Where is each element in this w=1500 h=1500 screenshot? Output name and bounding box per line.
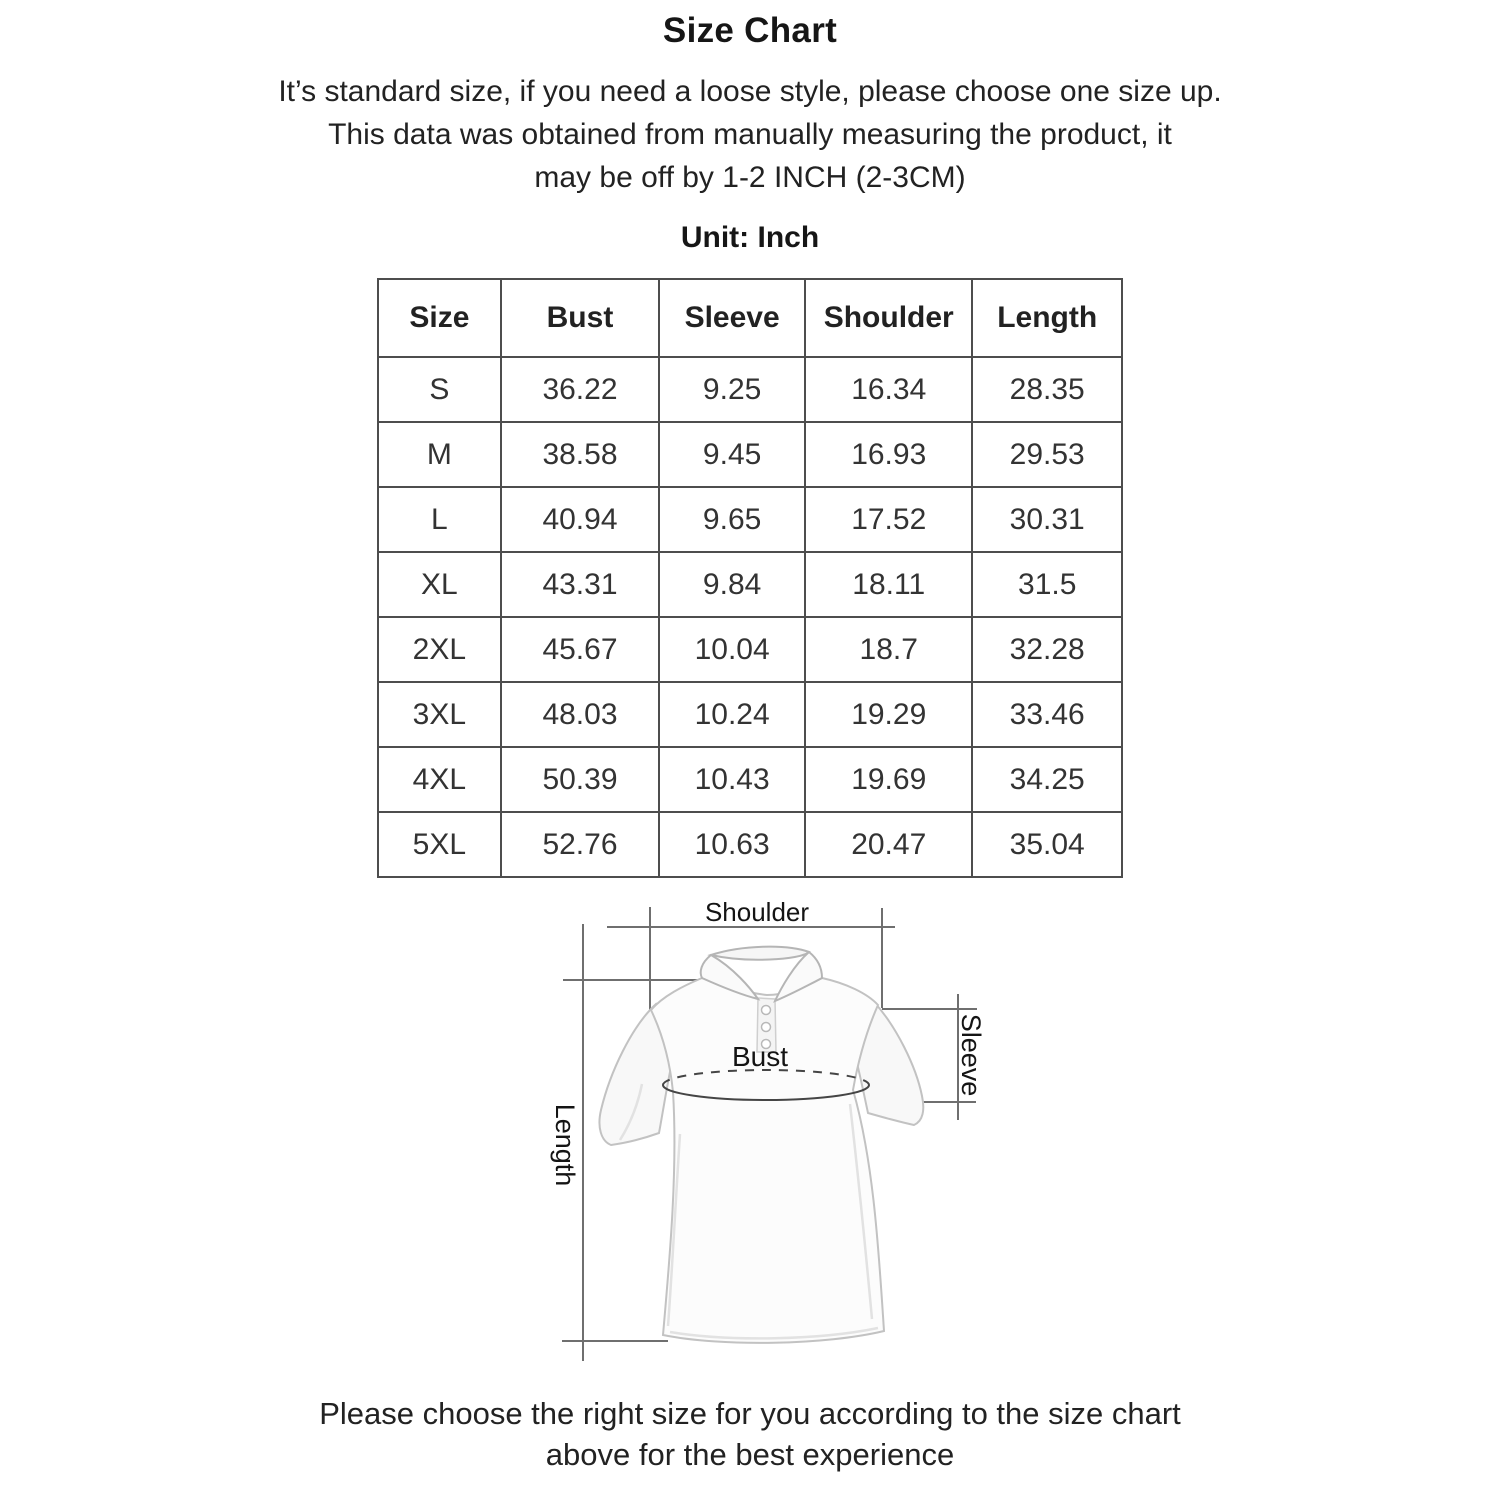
- size-table-head-row: [378, 279, 1122, 357]
- measurement-cell: 29.53: [972, 422, 1122, 487]
- table-row: [378, 682, 1122, 747]
- measurement-cell: 9.45: [659, 422, 805, 487]
- column-header: Length: [972, 279, 1122, 357]
- size-cell: S: [378, 357, 501, 422]
- measurement-cell: 17.52: [805, 487, 972, 552]
- bust-label: Bust: [731, 1041, 789, 1072]
- measurement-cell: 10.43: [659, 747, 805, 812]
- collar-back: [711, 947, 809, 960]
- measurement-cell: 10.63: [659, 812, 805, 877]
- measurement-cell: 9.25: [659, 357, 805, 422]
- measurement-cell: 16.93: [805, 422, 972, 487]
- button: [762, 1006, 771, 1015]
- measurement-cell: 36.22: [501, 357, 659, 422]
- table-row: [378, 357, 1122, 422]
- column-header: Shoulder: [805, 279, 972, 357]
- measurement-cell: 20.47: [805, 812, 972, 877]
- measurement-cell: 33.46: [972, 682, 1122, 747]
- size-cell: 3XL: [378, 682, 501, 747]
- table-row: [378, 422, 1122, 487]
- measurement-cell: 10.04: [659, 617, 805, 682]
- measurement-cell: 50.39: [501, 747, 659, 812]
- measurement-cell: 18.7: [805, 617, 972, 682]
- measurement-cell: 52.76: [501, 812, 659, 877]
- size-cell: L: [378, 487, 501, 552]
- size-table-body: [378, 357, 1122, 877]
- measurement-cell: 19.69: [805, 747, 972, 812]
- page-title: Size Chart: [662, 11, 838, 50]
- intro-text: [0, 70, 1500, 199]
- measurement-cell: 30.31: [972, 487, 1122, 552]
- footer-line: Please choose the right size for you according to the size chart: [319, 1396, 1181, 1431]
- measurement-cell: 31.5: [972, 552, 1122, 617]
- measurement-cell: 10.24: [659, 682, 805, 747]
- column-header: Bust: [501, 279, 659, 357]
- measurement-cell: 43.31: [501, 552, 659, 617]
- size-cell: 4XL: [378, 747, 501, 812]
- table-row: [378, 487, 1122, 552]
- column-header: Size: [378, 279, 501, 357]
- button: [762, 1023, 771, 1032]
- measurement-cell: 18.11: [805, 552, 972, 617]
- measurement-cell: 9.84: [659, 552, 805, 617]
- polo-shirt-illustration: [599, 947, 923, 1343]
- measurement-cell: 40.94: [501, 487, 659, 552]
- size-cell: XL: [378, 552, 501, 617]
- size-cell: M: [378, 422, 501, 487]
- size-cell: 2XL: [378, 617, 501, 682]
- measurement-cell: 34.25: [972, 747, 1122, 812]
- sleeve-label: Sleeve: [956, 1013, 986, 1097]
- shoulder-label: Shoulder: [704, 897, 810, 927]
- unit-label: Unit: Inch: [680, 221, 820, 254]
- measurement-cell: 9.65: [659, 487, 805, 552]
- intro-line: may be off by 1-2 INCH (2-3CM): [534, 161, 966, 194]
- measurement-cell: 16.34: [805, 357, 972, 422]
- measurement-diagram: [0, 894, 1500, 1369]
- intro-line: It’s standard size, if you need a loose style, please choose one size up.: [278, 75, 1222, 108]
- measurement-cell: 48.03: [501, 682, 659, 747]
- measurement-cell: 19.29: [805, 682, 972, 747]
- measurement-cell: 28.35: [972, 357, 1122, 422]
- measurement-cell: 35.04: [972, 812, 1122, 877]
- footer-note: [0, 1393, 1500, 1475]
- table-row: [378, 552, 1122, 617]
- table-row: [378, 617, 1122, 682]
- measurement-cell: 45.67: [501, 617, 659, 682]
- intro-line: This data was obtained from manually measuring the product, it: [328, 118, 1172, 151]
- measurement-cell: 32.28: [972, 617, 1122, 682]
- size-table: [377, 278, 1123, 878]
- footer-line: above for the best experience: [545, 1437, 955, 1472]
- table-row: [378, 747, 1122, 812]
- size-cell: 5XL: [378, 812, 501, 877]
- table-row: [378, 812, 1122, 877]
- length-label: Length: [550, 1103, 580, 1187]
- polo-shirt-diagram: [470, 894, 1030, 1369]
- measurement-cell: 38.58: [501, 422, 659, 487]
- column-header: Sleeve: [659, 279, 805, 357]
